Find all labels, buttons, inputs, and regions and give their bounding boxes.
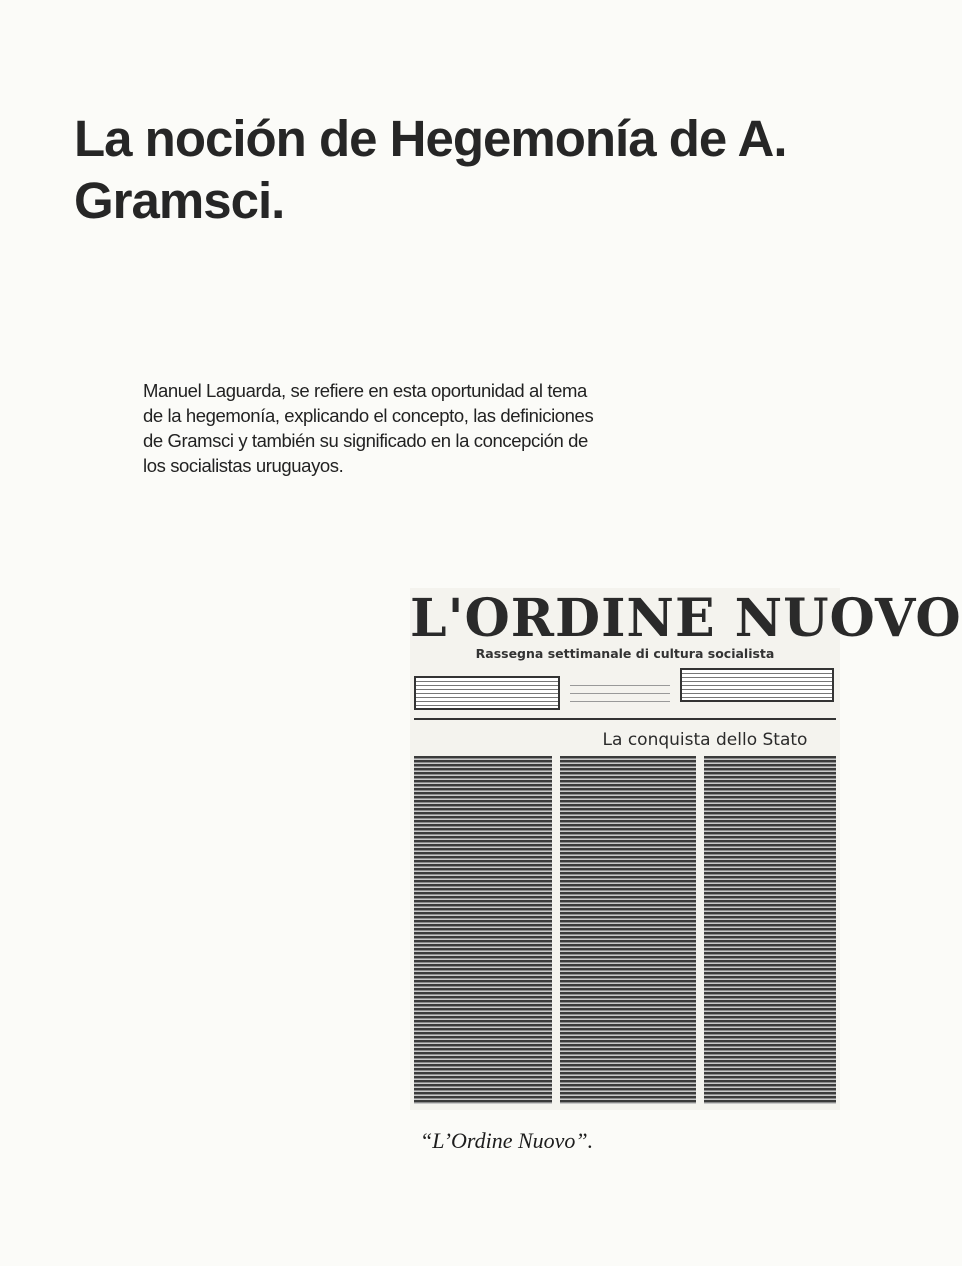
article-title: La noción de Hegemonía de A. Gramsci. bbox=[74, 110, 787, 229]
newspaper-right-box bbox=[680, 668, 834, 702]
newspaper-column-text bbox=[704, 756, 836, 1104]
newspaper-issue-info bbox=[570, 678, 670, 708]
newspaper-clipping-image bbox=[410, 588, 962, 1110]
newspaper-headline: La conquista dello Stato bbox=[602, 730, 808, 750]
newspaper-subtitle: Rassegna settimanale di cultura socialista bbox=[475, 646, 775, 661]
newspaper-left-box bbox=[414, 676, 560, 710]
article-intro: Manuel Laguarda, se refiere en esta oportunidad al tema de la hegemonía, explicando el concepto, las definiciones de Gramsci y también su significado en la concepción de los socialistas uruguayos. bbox=[143, 380, 594, 476]
image-caption: “L’Ordine Nuovo”. bbox=[420, 1128, 594, 1153]
newspaper-divider bbox=[414, 718, 836, 720]
newspaper-masthead: L'ORDINE NUOVO bbox=[410, 588, 962, 649]
newspaper-column-text bbox=[414, 756, 552, 1104]
newspaper-column-text bbox=[560, 756, 696, 1104]
